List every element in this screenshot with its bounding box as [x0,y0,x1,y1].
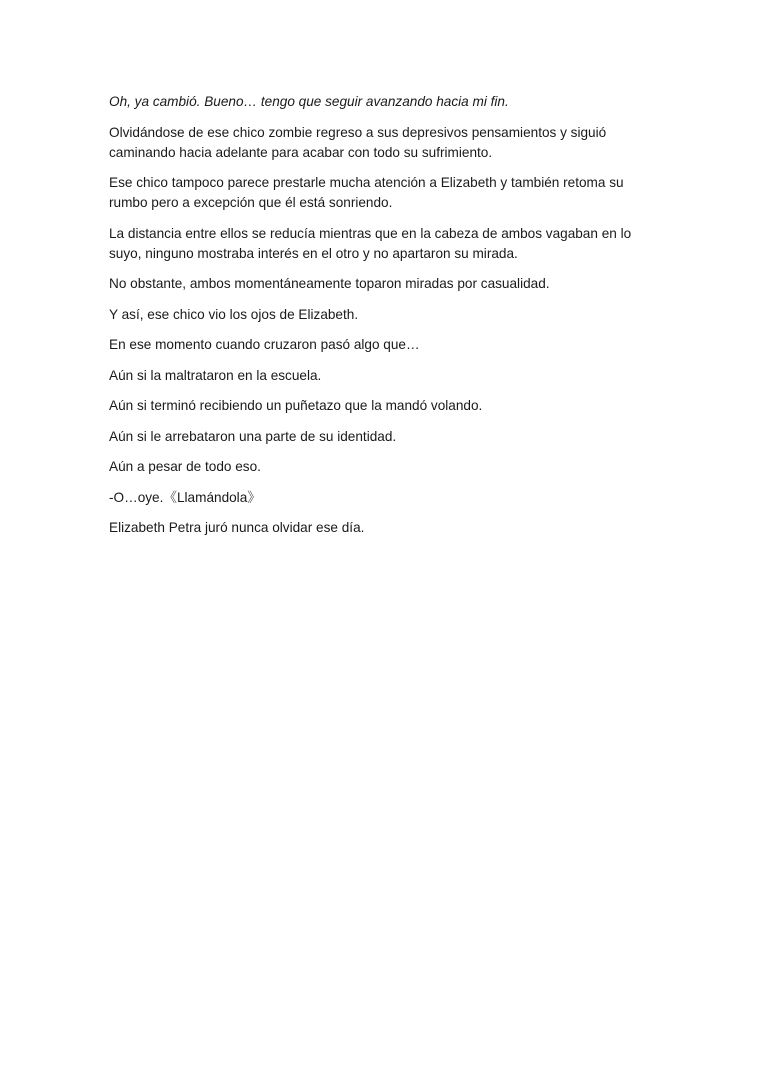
paragraph-12: -O…oye.《Llamándola》 [109,489,261,505]
paragraph-3: Ese chico tampoco parece prestarle mucha atención a Elizabeth y también retoma su rumbo pero a excepción que él está sonriendo. [109,175,624,210]
paragraph-1: Oh, ya cambió. Bueno… tengo que seguir avanzando hacia mi fin. [109,94,509,109]
paragraph-4: La distancia entre ellos se reducía mientras que en la cabeza de ambos vagaban en lo suyo, ninguno mostraba interés en el otro y no apartaron su mirada. [109,225,632,261]
paragraph-8: Aún si la maltrataron en la escuela. [109,367,322,383]
paragraph-2: Olvidándose de ese chico zombie regreso a sus depresivos pensamientos y siguió caminando hacia adelante para acabar con todo su sufrimiento. [109,124,607,160]
paragraph-10: Aún si le arrebataron una parte de su identidad. [109,428,397,444]
document-body [109,92,654,549]
paragraph-7: En ese momento cuando cruzaron pasó algo que… [109,337,420,352]
paragraph-9: Aún si terminó recibiendo un puñetazo que la mandó volando. [109,398,483,413]
paragraph-13: Elizabeth Petra juró nunca olvidar ese día. [109,520,365,535]
paragraph-6: Y así, ese chico vio los ojos de Elizabeth. [109,306,359,322]
paragraph-11: Aún a pesar de todo eso. [109,459,261,474]
paragraph-5: No obstante, ambos momentáneamente toparon miradas por casualidad. [109,276,550,291]
